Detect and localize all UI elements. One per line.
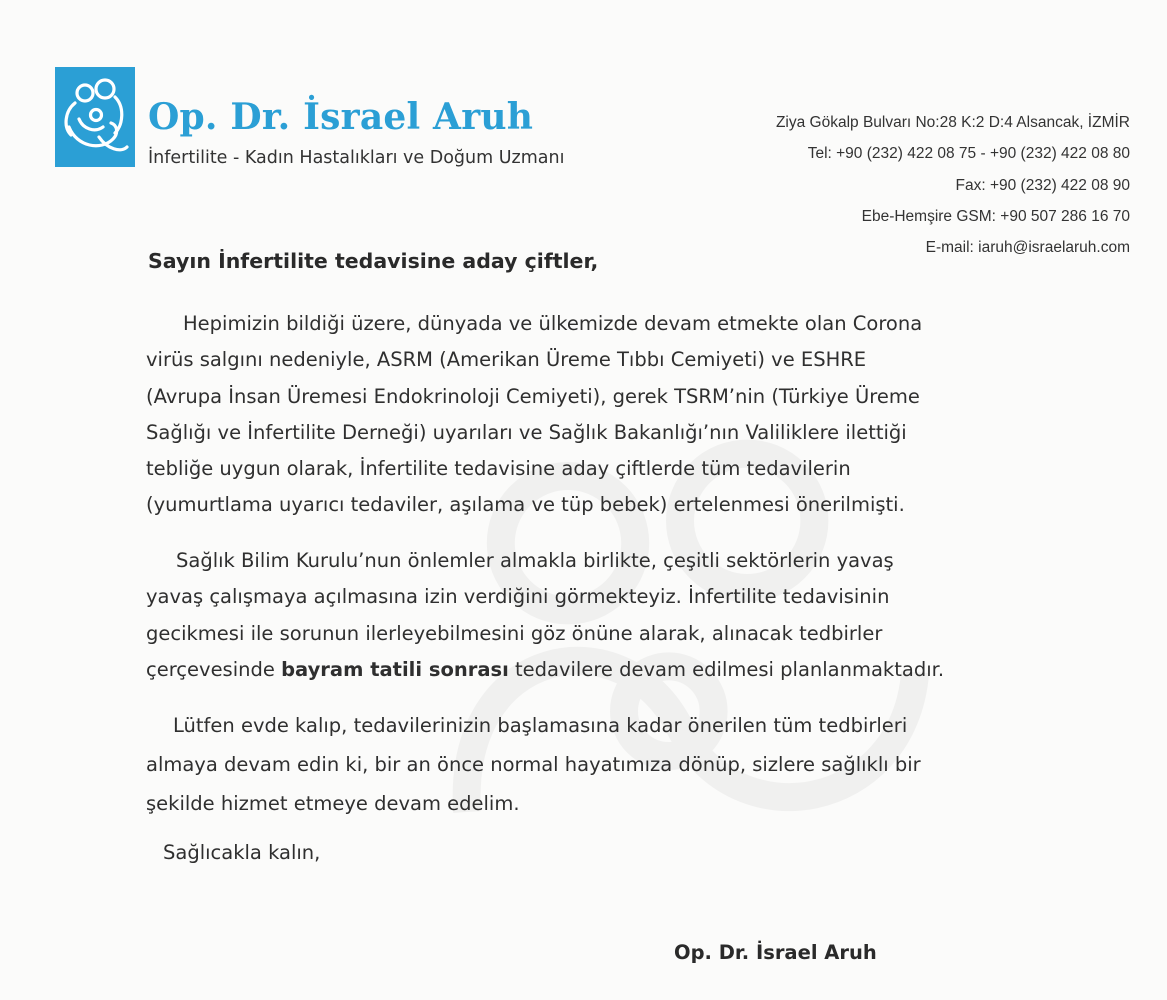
contact-address: Ziya Gökalp Bulvarı No:28 K:2 D:4 Alsancak, İZMİR bbox=[775, 114, 1130, 131]
paragraph-text: tedavilere devam edilmesi planlanmaktadır. bbox=[508, 657, 945, 681]
paragraph-line: Lütfen evde kalıp, tedavilerinizin başlamasına kadar önerilen tüm tedbirleri bbox=[173, 714, 908, 737]
logo-block bbox=[55, 67, 135, 167]
contact-gsm: Ebe-Hemşire GSM: +90 507 286 16 70 bbox=[861, 207, 1130, 225]
paragraph-line bbox=[146, 652, 1066, 688]
paragraph-line: (Avrupa İnsan Üremesi Endokrinoloji Cemiyeti), gerek TSRM’nin (Türkiye Üreme bbox=[146, 384, 920, 408]
letter-paragraph-1 bbox=[146, 306, 1066, 524]
paragraph-line: Sağlığı ve İnfertilite Derneği) uyarıları ve Sağlık Bakanlığı’nın Valiliklere ilettiği bbox=[146, 420, 907, 444]
doctor-name-title: Op. Dr. İsrael Aruh bbox=[148, 96, 534, 138]
contact-fax: Fax: +90 (232) 422 08 90 bbox=[955, 176, 1130, 194]
contact-block bbox=[776, 107, 1130, 263]
paragraph-line: almaya devam edin ki, bir an önce normal hayatımıza dönüp, sizlere sağlıklı bir bbox=[146, 753, 921, 776]
paragraph-line: şekilde hizmet etmeye devam edelim. bbox=[146, 792, 520, 815]
letter-signature: Op. Dr. İsrael Aruh bbox=[674, 941, 877, 964]
contact-tel: Tel: +90 (232) 422 08 75 - +90 (232) 422 08 80 bbox=[807, 145, 1130, 163]
letter-paragraph-2 bbox=[146, 543, 1066, 688]
paragraph-text: çerçevesinde bbox=[146, 657, 282, 681]
contact-email: E-mail: iaruh@israelaruh.com bbox=[925, 239, 1130, 257]
paragraph-line: tebliğe uygun olarak, İnfertilite tedavisine aday çiftlerde tüm tedavilerin bbox=[146, 457, 851, 481]
paragraph-line: virüs salgını nedeniyle, ASRM (Amerikan Üreme Tıbbı Cemiyeti) ve ESHRE bbox=[146, 348, 867, 372]
paragraph-line: gecikmesi ile sorunun ilerleyebilmesini göz önüne alarak, alınacak tedbirler bbox=[146, 621, 883, 645]
paragraph-line: Hepimizin bildiği üzere, dünyada ve ülkemizde devam etmekte olan Corona bbox=[183, 312, 923, 335]
family-logo-icon bbox=[55, 67, 135, 167]
doctor-specialty-subtitle: İnfertilite - Kadın Hastalıkları ve Doğum Uzmanı bbox=[148, 148, 565, 168]
letter-closing: Sağlıcakla kalın, bbox=[163, 841, 321, 864]
paragraph-line: (yumurtlama uyarıcı tedaviler, aşılama ve tüp bebek) ertelenmesi önerilmişti. bbox=[146, 493, 905, 517]
letter-salutation: Sayın İnfertilite tedavisine aday çiftler, bbox=[148, 249, 599, 273]
emphasis-bayram-tatili: bayram tatili sonrası bbox=[281, 657, 509, 681]
paragraph-line: yavaş çalışmaya açılmasına izin verdiğini görmekteyiz. İnfertilite tedavisinin bbox=[146, 585, 890, 609]
paragraph-line: Sağlık Bilim Kurulu’nun önlemler almakla birlikte, çeşitli sektörlerin yavaş bbox=[176, 549, 894, 572]
letter-paragraph-3 bbox=[146, 706, 1066, 823]
